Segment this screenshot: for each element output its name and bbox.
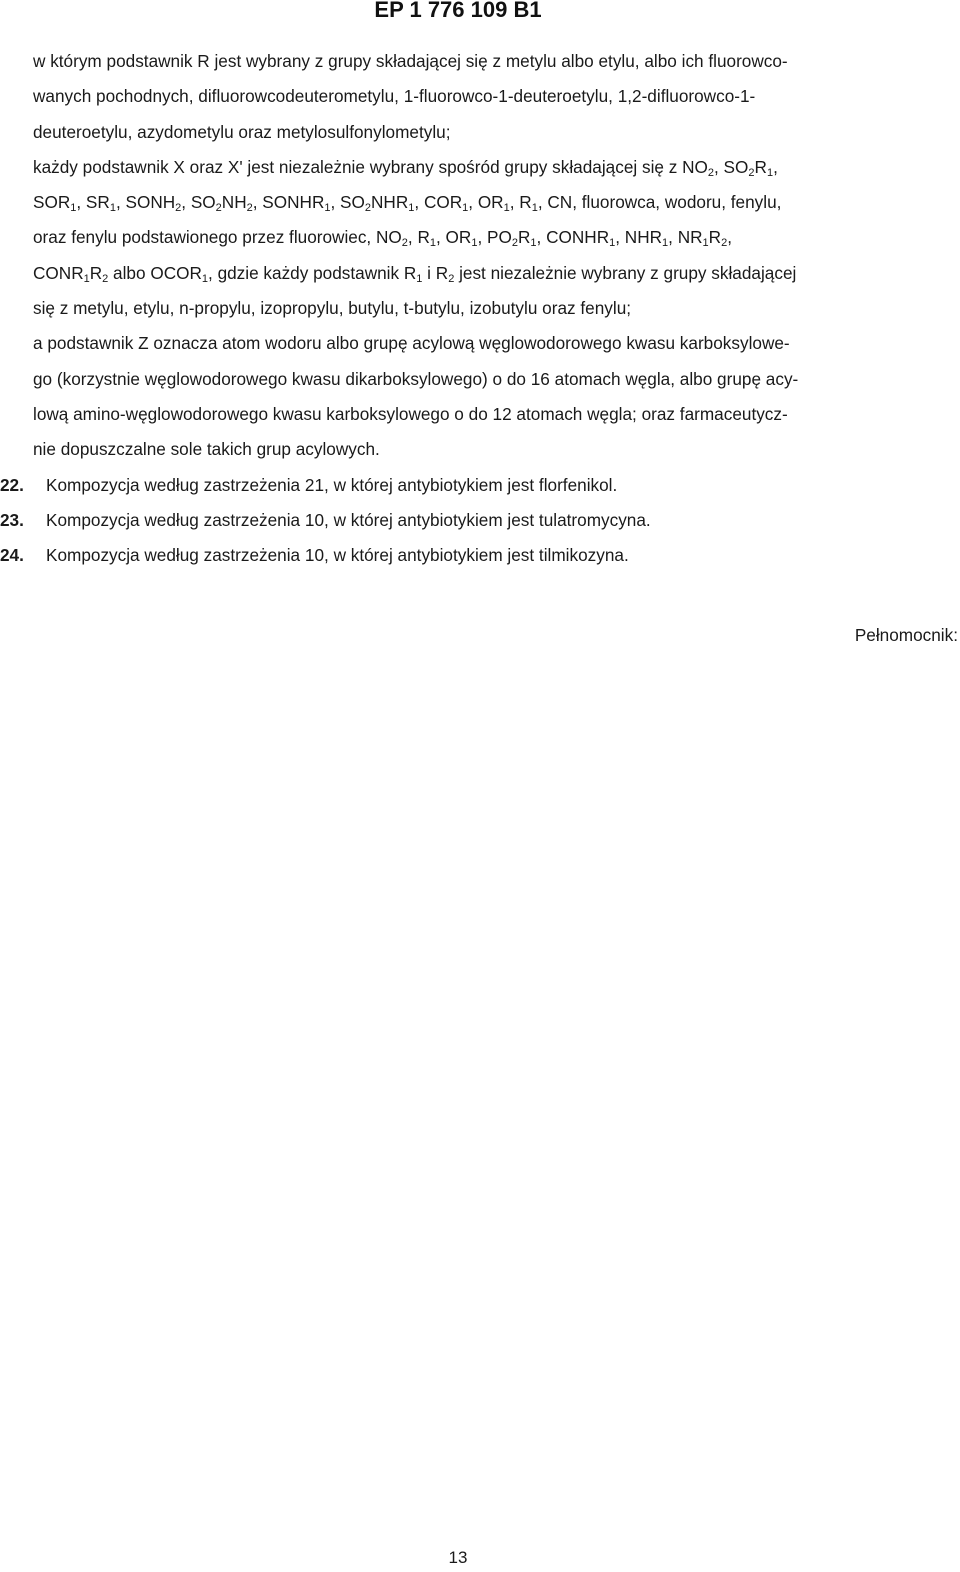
text-line-5	[33, 185, 955, 220]
subscript: 1	[408, 202, 415, 215]
text-segment: , OR	[436, 227, 472, 248]
text-line-8: się z metylu, etylu, n-propylu, izopropylu, butylu, t-butylu, izobutylu oraz fenylu;	[33, 298, 632, 319]
claim-number: 23.	[0, 509, 24, 530]
text-segment: R	[89, 262, 103, 283]
claim-text: Kompozycja według zastrzeżenia 10, w której antybiotykiem jest tilmikozyna.	[46, 545, 629, 566]
subscript: 2	[102, 272, 109, 285]
text-segment: R	[708, 227, 722, 248]
text-line-3: deuteroetylu, azydometylu oraz metylosulfonylometylu;	[33, 121, 451, 142]
subscript: 2	[175, 202, 182, 215]
text-segment: , SO	[714, 156, 749, 177]
subscript: 2	[215, 202, 222, 215]
text-line-10: go (korzystnie węglowodorowego kwasu dikarboksylowego) o do 16 atomach węgla, albo grupę acy-	[33, 368, 799, 389]
subscript: 2	[511, 237, 518, 250]
text-segment: każdy podstawnik X oraz X' jest niezależnie wybrany spośród grupy składającej się z NO	[33, 156, 708, 177]
text-line-2: wanych pochodnych, difluorowcodeuterometylu, 1-fluorowco-1-deuteroetylu, 1,2-difluorowco-1-	[33, 86, 756, 107]
patent-number-header: EP 1 776 109 B1	[374, 0, 542, 22]
text-segment: , R	[407, 227, 430, 248]
text-segment: NH	[221, 192, 247, 213]
claim-23	[0, 503, 955, 538]
subscript: 1	[609, 237, 616, 250]
text-segment: , NHR	[615, 227, 663, 248]
claim-number: 24.	[0, 545, 24, 566]
subscript: 1	[416, 272, 423, 285]
text-segment: , SONH	[115, 192, 176, 213]
text-segment: , PO	[477, 227, 512, 248]
text-segment: jest niezależnie wybrany z grupy składającej	[454, 262, 797, 283]
claim-22	[0, 468, 955, 503]
subscript: 1	[109, 202, 116, 215]
text-line-12: nie dopuszczalne sole takich grup acylowych.	[33, 439, 380, 460]
text-segment: , CONHR	[536, 227, 610, 248]
text-segment: , SO	[181, 192, 216, 213]
subscript: 2	[748, 166, 755, 179]
attorney-label: Pełnomocnik:	[854, 625, 958, 645]
claim-24	[0, 538, 955, 573]
subscript: 2	[448, 272, 455, 285]
subscript: 1	[70, 202, 77, 215]
subscript: 2	[246, 202, 253, 215]
text-segment: , SR	[76, 192, 110, 213]
text-segment: , SO	[330, 192, 365, 213]
text-segment: SOR	[33, 192, 71, 213]
subscript: 2	[401, 237, 408, 250]
subscript: 1	[766, 166, 774, 179]
text-segment: ,	[773, 156, 778, 177]
text-line-9: a podstawnik Z oznacza atom wodoru albo grupę acylową węglowodorowego kwasu karboksylowe-	[33, 333, 790, 354]
subscript: 1	[531, 202, 538, 215]
text-segment: ,	[727, 227, 732, 248]
text-segment: albo OCOR	[108, 262, 202, 283]
subscript: 1	[662, 237, 669, 250]
subscript: 1	[503, 202, 510, 215]
subscript: 1	[429, 237, 436, 250]
claim-text: Kompozycja według zastrzeżenia 10, w której antybiotykiem jest tulatromycyna.	[46, 509, 651, 530]
text-segment: R	[754, 156, 767, 177]
subscript: 2	[707, 166, 714, 179]
subscript: 1	[324, 202, 331, 215]
text-segment: , COR	[414, 192, 463, 213]
subscript: 2	[721, 237, 728, 250]
subscript: 1	[702, 237, 709, 250]
text-segment: oraz fenylu podstawionego przez fluorowiec, NO	[33, 227, 402, 248]
text-segment: NHR	[371, 192, 409, 213]
text-segment: , SONHR	[252, 192, 325, 213]
subscript: 1	[201, 272, 209, 285]
text-segment: , CN, fluorowca, wodoru, fenylu,	[537, 192, 782, 213]
text-segment: i R	[422, 262, 449, 283]
claim-text: Kompozycja według zastrzeżenia 21, w której antybiotykiem jest florfenikol.	[46, 474, 618, 495]
claim-body	[0, 44, 955, 573]
text-line-6	[33, 220, 955, 255]
subscript: 1	[471, 237, 478, 250]
subscript: 1	[530, 237, 537, 250]
text-line-11: lową amino-węglowodorowego kwasu karboksylowego o do 12 atomach węgla; oraz farmaceutycz-	[33, 403, 788, 424]
text-segment: , R	[509, 192, 532, 213]
claim-number: 22.	[0, 474, 24, 495]
text-segment: , NR	[668, 227, 703, 248]
text-segment: R	[517, 227, 531, 248]
subscript: 1	[83, 272, 90, 285]
text-line-7	[33, 256, 955, 291]
subscript: 1	[462, 202, 469, 215]
subscript: 2	[364, 202, 372, 215]
text-segment: , gdzie każdy podstawnik R	[208, 262, 417, 283]
page-number: 13	[448, 1548, 468, 1567]
text-segment: , OR	[468, 192, 504, 213]
text-line-4	[33, 150, 955, 185]
text-segment: CONR	[33, 262, 84, 283]
text-line-1: w którym podstawnik R jest wybrany z grupy składającej się z metylu albo etylu, albo ich fluorowco-	[33, 51, 788, 71]
